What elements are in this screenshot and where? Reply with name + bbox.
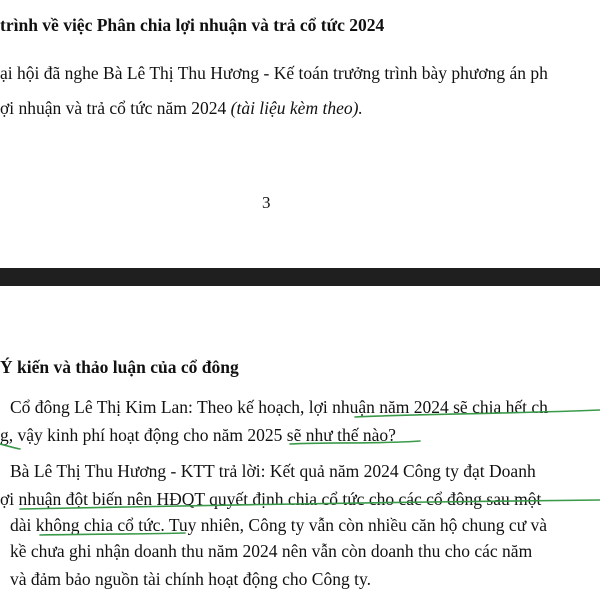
paragraph-line-2 <box>0 97 363 119</box>
page-number: 3 <box>262 193 271 212</box>
body-line-3: Bà Lê Thị Thu Hương - KTT trả lời: Kết quả năm 2024 Công ty đạt Doanh <box>10 461 536 481</box>
paragraph-line-2-text: ợi nhuận và trả cổ tức năm 2024 <box>0 98 231 118</box>
body-line-1: Cổ đông Lê Thị Kim Lan: Theo kế hoạch, lợi nhuận năm 2024 sẽ chia hết ch <box>10 397 548 417</box>
body-line-6: kề chưa ghi nhận doanh thu năm 2024 nên vẫn còn doanh thu cho các năm <box>10 541 533 561</box>
body-line-7: và đảm bảo nguồn tài chính hoạt động cho Công ty. <box>10 569 371 589</box>
section-heading-shareholder-discussion: Ý kiến và thảo luận của cổ đông <box>0 357 239 377</box>
attachment-note: (tài liệu kèm theo). <box>230 98 363 118</box>
body-line-5: dài không chia cổ tức. Tuy nhiên, Công ty vẫn còn nhiều căn hộ chung cư và <box>10 515 548 535</box>
page-separator <box>0 268 600 286</box>
body-line-2: g, vậy kinh phí hoạt động cho năm 2025 sẽ như thế nào? <box>0 425 396 445</box>
body-line-4: ợi nhuận đột biến nên HĐQT quyết định chia cổ tức cho các cổ đông sau một <box>0 489 542 509</box>
document-page-bottom <box>0 286 600 600</box>
paragraph-line-1: ại hội đã nghe Bà Lê Thị Thu Hương - Kế toán trưởng trình bày phương án ph <box>0 63 548 83</box>
section-heading-profit-distribution: trình về việc Phân chia lợi nhuận và trả cổ tức 2024 <box>0 15 385 35</box>
document-page-top <box>0 0 600 268</box>
